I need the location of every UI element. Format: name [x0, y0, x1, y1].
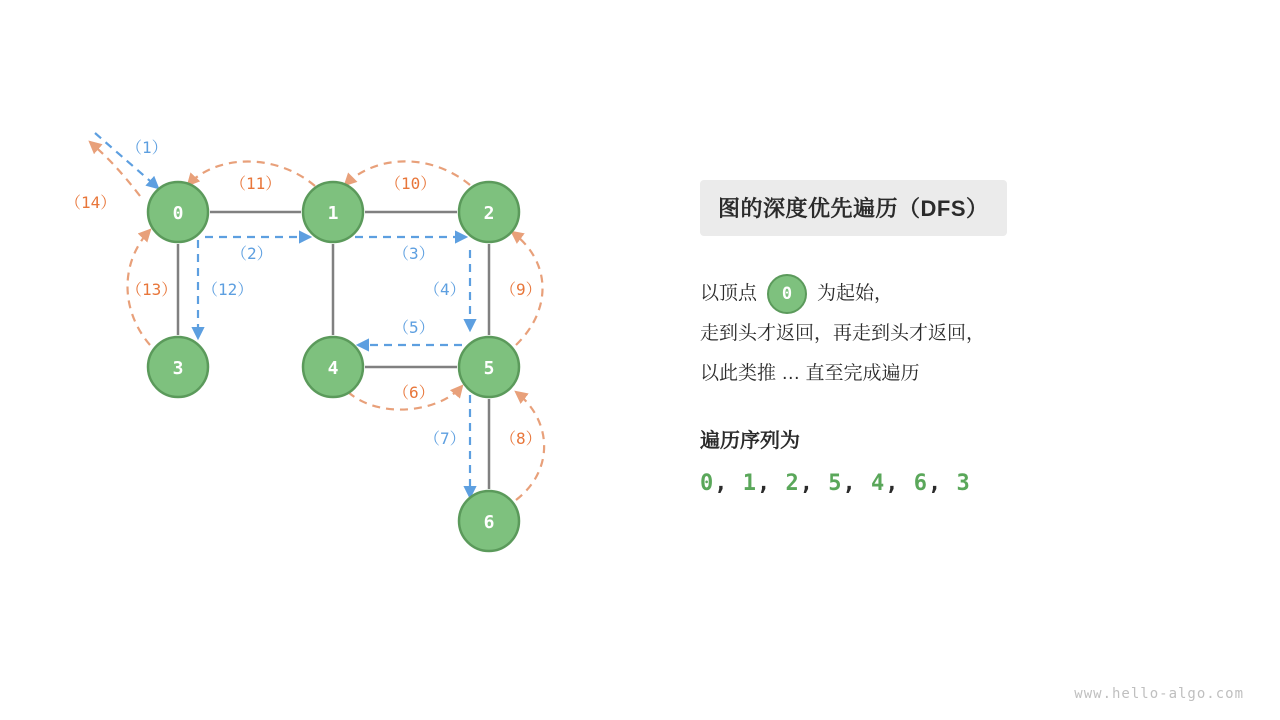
step-label-11: （11） — [230, 174, 282, 193]
step-label-13: （13） — [126, 280, 178, 299]
step-label-5: （5） — [393, 318, 435, 337]
graph-node-6[interactable] — [459, 491, 519, 551]
sequence-item-6: 3 — [956, 471, 971, 496]
graph-node-2[interactable] — [459, 182, 519, 242]
step-label-10: （10） — [385, 174, 437, 193]
step-label-7: （7） — [424, 429, 466, 448]
sequence-item-0: 0 — [700, 471, 715, 496]
panel-title: 图的深度优先遍历（DFS） — [700, 180, 1007, 236]
sequence-separator: , — [757, 471, 772, 496]
step-label-12: （12） — [202, 280, 254, 299]
sequence-separator: , — [842, 471, 857, 496]
graph-node-3-label: 3 — [172, 358, 184, 379]
sequence-item-1: 1 — [742, 471, 757, 496]
sequence-item-5: 6 — [913, 471, 928, 496]
graph-node-4[interactable] — [303, 337, 363, 397]
panel-description — [700, 274, 1220, 394]
watermark: www.hello-algo.com — [1074, 686, 1244, 702]
description-suffix: 为起始， — [817, 283, 894, 304]
info-panel — [700, 180, 1220, 496]
sequence-separator: , — [714, 471, 729, 496]
graph-node-2-label: 2 — [483, 203, 495, 224]
sequence-separator: , — [928, 471, 943, 496]
graph-node-5-label: 5 — [483, 358, 495, 379]
graph-node-0-label: 0 — [172, 203, 184, 224]
sequence-item-2: 2 — [785, 471, 800, 496]
graph-node-6-label: 6 — [483, 512, 495, 533]
graph-nodes — [148, 182, 519, 551]
sequence-item-3: 5 — [828, 471, 843, 496]
graph-node-4-label: 4 — [327, 358, 339, 379]
step-label-2: （2） — [231, 244, 273, 263]
description-line-1 — [700, 274, 1220, 314]
sequence-item-4: 4 — [871, 471, 886, 496]
sequence-values — [700, 471, 1220, 496]
step-label-3: （3） — [393, 244, 435, 263]
graph-node-0[interactable] — [148, 182, 208, 242]
graph-node-3[interactable] — [148, 337, 208, 397]
description-prefix: 以顶点 — [700, 283, 758, 304]
graph-node-5[interactable] — [459, 337, 519, 397]
start-node-badge: 0 — [767, 274, 807, 314]
step-label-1: （1） — [126, 138, 168, 157]
graph-node-1[interactable] — [303, 182, 363, 242]
graph-node-1-label: 1 — [327, 203, 339, 224]
step-label-6: （6） — [393, 383, 435, 402]
sequence-separator: , — [885, 471, 900, 496]
step-label-9: （9） — [500, 280, 542, 299]
sequence-separator: , — [799, 471, 814, 496]
description-line-2: 走到头才返回，再走到头才返回， — [700, 323, 986, 344]
step-label-8: （8） — [500, 429, 542, 448]
step-label-4: （4） — [424, 280, 466, 299]
description-line-3: 以此类推 … 直至完成遍历 — [700, 363, 920, 384]
sequence-title: 遍历序列为 — [700, 430, 800, 452]
step-label-14: （14） — [65, 193, 117, 212]
